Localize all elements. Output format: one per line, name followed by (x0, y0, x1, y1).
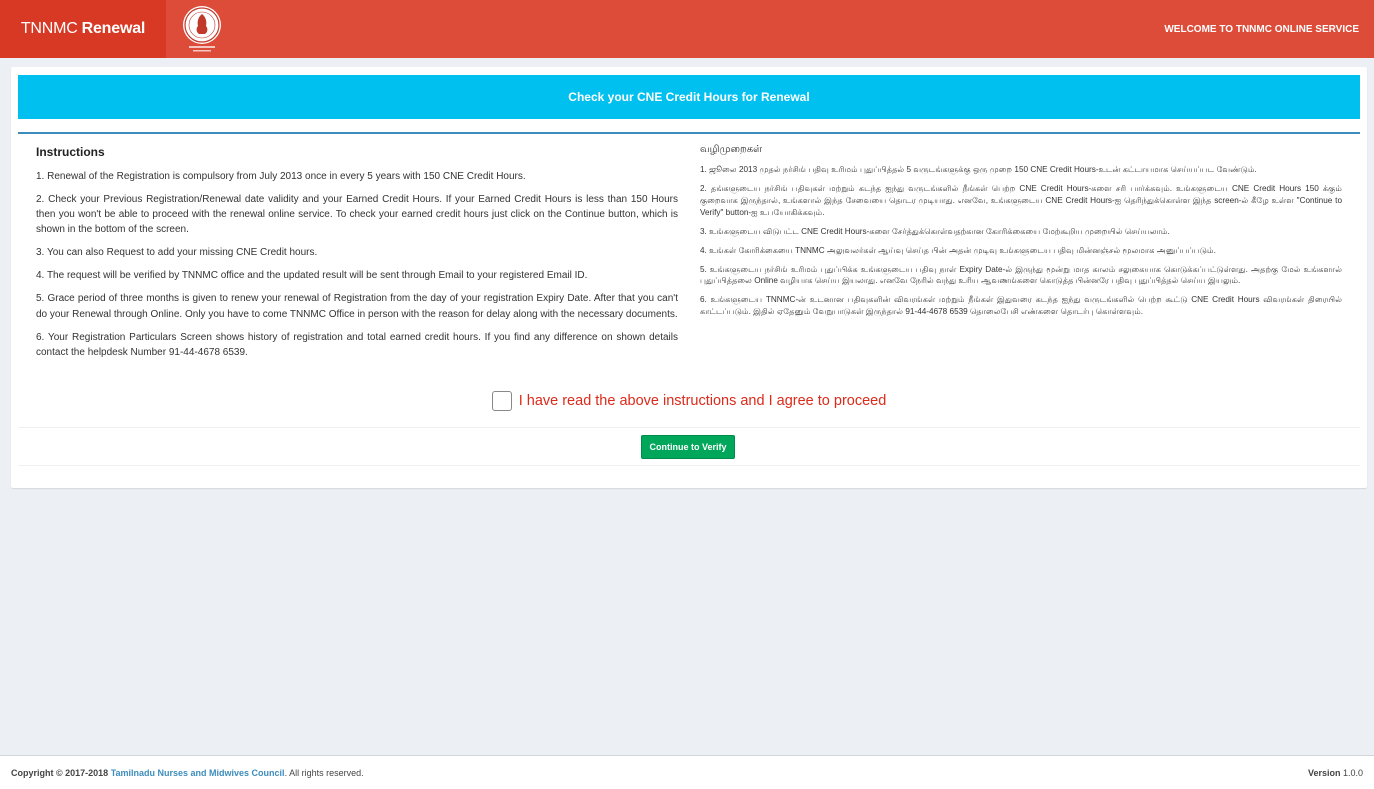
org-link[interactable]: Tamilnadu Nurses and Midwives Council (110, 768, 285, 778)
top-header (0, 0, 1374, 58)
instructions-heading: Instructions (36, 145, 105, 159)
agree-label[interactable]: I have read the above instructions and I agree to proceed (518, 393, 887, 409)
instruction-item-tamil: 2. தங்களுடைய நர்சிங் பதிவுகள் மற்றும் கடந்த ஐந்து வருடங்களில் நீங்கள் பெற்ற CNE Credit Hours-களை சரி பார்க்கவும். உங்களுடைய CNE Credit Hours 150 க்கும் குறைவாக இருந்தால், உங்களால் இந்த சேவையை தொடர முடியாது. எனவே, உங்களுடைய CNE Credit Hours-ஐ தெரிந்துக்கொள்ள இந்த screen-ல் கீழே உள்ள "Continue to Verify" button-ஐ உபயோகிக்கவும். (700, 183, 1342, 217)
version-value: 1.0.0 (1342, 768, 1363, 778)
agree-row (11, 391, 1367, 411)
instructions-english (36, 145, 678, 368)
agree-checkbox[interactable] (492, 391, 512, 411)
copyright (11, 768, 364, 778)
instruction-item: 2. Check your Previous Registration/Renewal date validity and your Earned Credit Hours. If your Earned Credit Hours is less than 150 Hours then you won't be able to proceed with the renewal online service. To check your earned credit hours just click on the Continue button, which is shown in the bottom of the screen. (36, 194, 678, 236)
continue-to-verify-button[interactable]: Continue to Verify (641, 435, 735, 459)
instruction-item: 3. You can also Request to add your missing CNE Credit hours. (36, 247, 318, 259)
instruction-item-tamil: 5. உங்களுடைய நர்சிங் உரிமம் புதுப்பிக்க உங்களுடைய பதிவு நாள் Expiry Date-ல் இருந்து மூன்று மாத காலம் சலுகையாக கொடுக்கப்பட்டுள்ளது. அதற்கு மேல் உங்களால் புதுப்பித்தலை Online வழியாக செய்ய இயலாது. எனவே நேரில் வந்து உரிய ஆவணங்களை கொடுத்த பின்னரே பதிவு புதுப்பித்தல் செய்ய இயலும். (700, 264, 1342, 286)
instruction-item: 6. Your Registration Particulars Screen shows history of registration and total earned credit hours. If you find any difference on shown details contact the helpdesk Number 91-44-4678 6539. (36, 331, 678, 358)
brand-light: TNNMC (20, 20, 78, 37)
page-banner: Check your CNE Credit Hours for Renewal (18, 75, 1360, 119)
divider-line (18, 132, 1360, 134)
council-emblem-icon (181, 5, 223, 53)
instruction-item: 4. The request will be verified by TNNMC office and the updated result will be sent through Email to your registered Email ID. (36, 270, 588, 282)
instruction-item-tamil: 1. ஜூலை 2013 முதல் நர்சிங் பதிவு உரிமம் புதுப்பித்தல் 5 வருடங்களுக்கு ஒரு முறை 150 CNE Credit Hours-உடன் கட்டாயமாக செய்யப்பட வேண்டும். (700, 165, 1257, 174)
footer (0, 755, 1374, 789)
welcome-text: WELCOME TO TNNMC ONLINE SERVICE (1164, 24, 1359, 35)
main-box (11, 67, 1367, 488)
version-label: Version (1307, 768, 1341, 778)
instruction-item-tamil: 4. உங்கள் கோரிக்கையை TNNMC அலுவலர்கள் ஆய்வு செய்த பின் அதன் முடிவு உங்களுடைய பதிவு மின்னஞ்சல் மூலமாக அனுப்பப்படும். (700, 245, 1216, 255)
instruction-item: 1. Renewal of the Registration is compulsory from July 2013 once in every 5 years with 150 CNE Credit Hours. (36, 171, 526, 182)
separator (18, 465, 1360, 466)
separator (18, 427, 1360, 428)
instructions-tamil (700, 143, 1342, 325)
rights-text: . All rights reserved. (284, 768, 364, 778)
version-info (1308, 768, 1363, 778)
brand-bold: Renewal (81, 20, 146, 37)
instructions-heading-tamil: வழிமுறைகள் (700, 144, 763, 155)
brand-logo-text[interactable] (0, 0, 166, 58)
instruction-item-tamil: 6. உங்களுடைய TNNMC-ன் உடனான பதிவுகளின் விவரங்கள் மற்றும் நீங்கள் இதுவரை கடந்த ஐந்து வருடங்களில் பெற்ற கூட்டு CNE Credit Hours விவரங்கள் திரையில் காட்டப்படும். இதில் ஏதேனும் வேறுபாடுகள் இருந்தால் 91-44-4678 6539 தொலைபேசி எண்களை தொடர்பு கொள்ளவும். (700, 295, 1342, 317)
instruction-item: 5. Grace period of three months is given to renew your renewal of Registration from the day of your registration Expiry Date. After that you can't do your Renewal through Online. Only you have to come TNNMC Office in person with the reason for delay along with the necessary documents. (36, 293, 678, 320)
instruction-item-tamil: 3. உங்களுடைய விடுபட்ட CNE Credit Hours-களை சேர்த்துக்கொள்வதற்கான கோரிக்கையை மேற்கூறிய முறையில் செய்யலாம். (700, 226, 1170, 236)
copyright-prefix: Copyright © 2017-2018 (11, 768, 109, 778)
